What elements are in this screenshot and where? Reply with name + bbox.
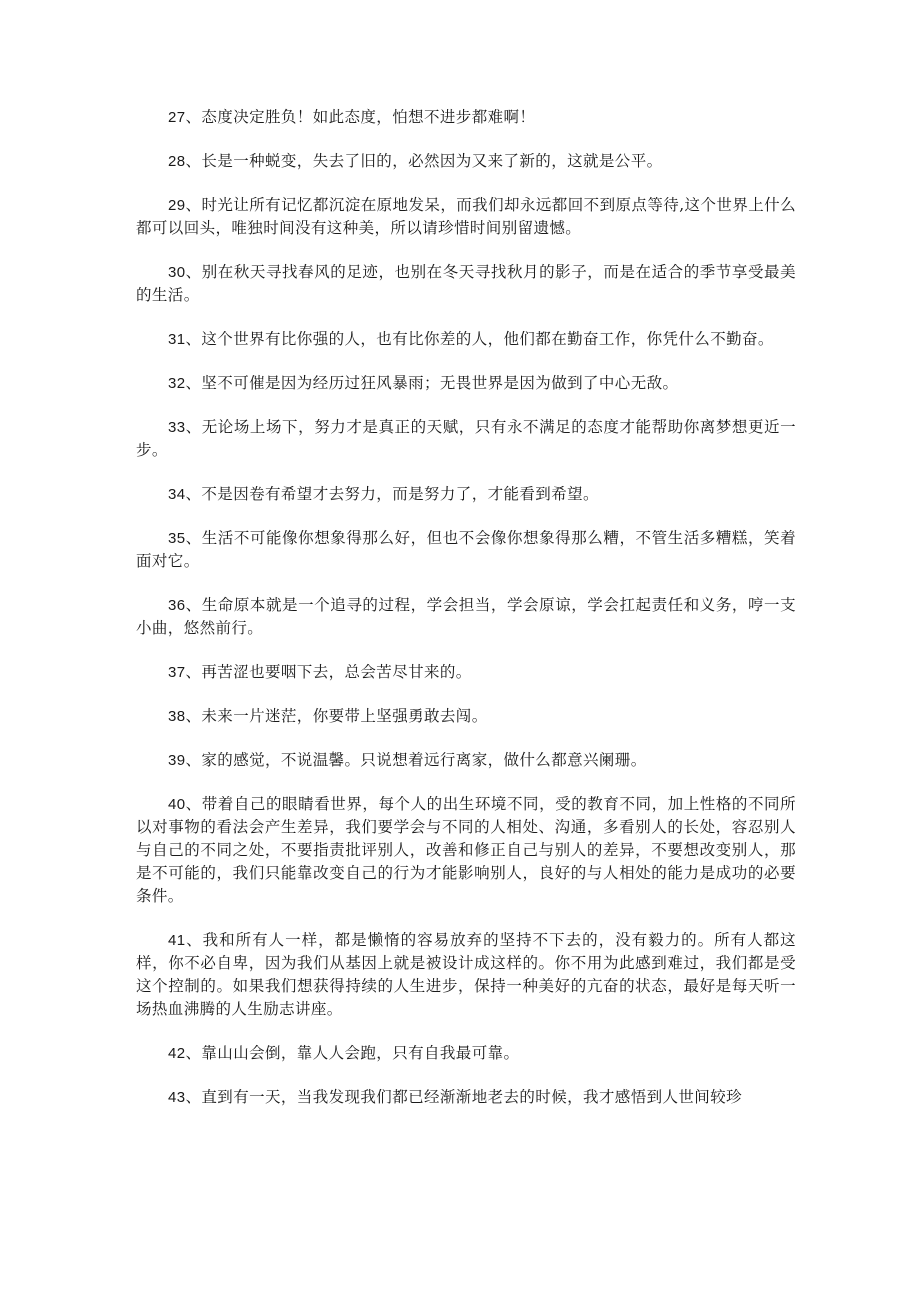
paragraph-31: 31、这个世界有比你强的人，也有比你差的人，他们都在勤奋工作，你凭什么不勤奋。 xyxy=(168,330,774,348)
paragraph-42: 42、靠山山会倒，靠人人会跑，只有自我最可靠。 xyxy=(168,1044,520,1062)
document-page xyxy=(136,106,796,1130)
paragraph-33: 33、无论场上场下，努力才是真正的天赋，只有永不满足的态度才能帮助你离梦想更近一步。 xyxy=(136,418,796,459)
paragraph-29: 29、时光让所有记忆都沉淀在原地发呆，而我们却永远都回不到原点等待,这个世界上什么都可以回头，唯独时间没有这种美，所以请珍惜时间别留遗憾。 xyxy=(136,196,796,237)
paragraph-38: 38、未来一片迷茫，你要带上坚强勇敢去闯。 xyxy=(168,707,488,725)
paragraph-35: 35、生活不可能像你想象得那么好，但也不会像你想象得那么糟，不管生活多糟糕，笑着面对它。 xyxy=(136,529,796,570)
paragraph-43: 43、直到有一天，当我发现我们都已经渐渐地老去的时候，我才感悟到人世间较珍 xyxy=(168,1088,743,1106)
paragraph-34: 34、不是因卷有希望才去努力，而是努力了，才能看到希望。 xyxy=(168,485,599,503)
paragraph-41: 41、我和所有人一样，都是懒惰的容易放弃的坚持不下去的，没有毅力的。所有人都这样，你不必自卑，因为我们从基因上就是被设计成这样的。你不用为此感到难过，我们都是受这个控制的。如果我们想获得持续的人生进步，保持一种美好的亢奋的状态，最好是每天听一场热血沸腾的人生励志讲座。 xyxy=(136,931,796,1018)
paragraph-39: 39、家的感觉，不说温馨。只说想着远行离家，做什么都意兴阑珊。 xyxy=(168,751,647,769)
paragraph-40: 40、带着自己的眼睛看世界，每个人的出生环境不同，受的教育不同，加上性格的不同所以对事物的看法会产生差异，我们要学会与不同的人相处、沟通，多看别人的长处，容忍别人与自己的不同之处，不要指责批评别人，改善和修正自己与别人的差异，不要想改变别人，那是不可能的，我们只能靠改变自己的行为才能影响别人，良好的与人相处的能力是成功的必要条件。 xyxy=(136,795,796,905)
paragraph-32: 32、坚不可催是因为经历过狂风暴雨；无畏世界是因为做到了中心无敌。 xyxy=(168,374,679,392)
paragraph-30: 30、别在秋天寻找春风的足迹，也别在冬天寻找秋月的影子，而是在适合的季节享受最美的生活。 xyxy=(136,263,796,304)
paragraph-27: 27、态度决定胜负！如此态度，怕想不进步都难啊！ xyxy=(168,108,536,126)
paragraph-36: 36、生命原本就是一个追寻的过程，学会担当，学会原谅，学会扛起责任和义务，哼一支小曲，悠然前行。 xyxy=(136,596,796,637)
paragraph-28: 28、长是一种蜕变，失去了旧的，必然因为又来了新的，这就是公平。 xyxy=(168,152,663,170)
paragraph-37: 37、再苦涩也要咽下去，总会苦尽甘来的。 xyxy=(168,663,472,681)
